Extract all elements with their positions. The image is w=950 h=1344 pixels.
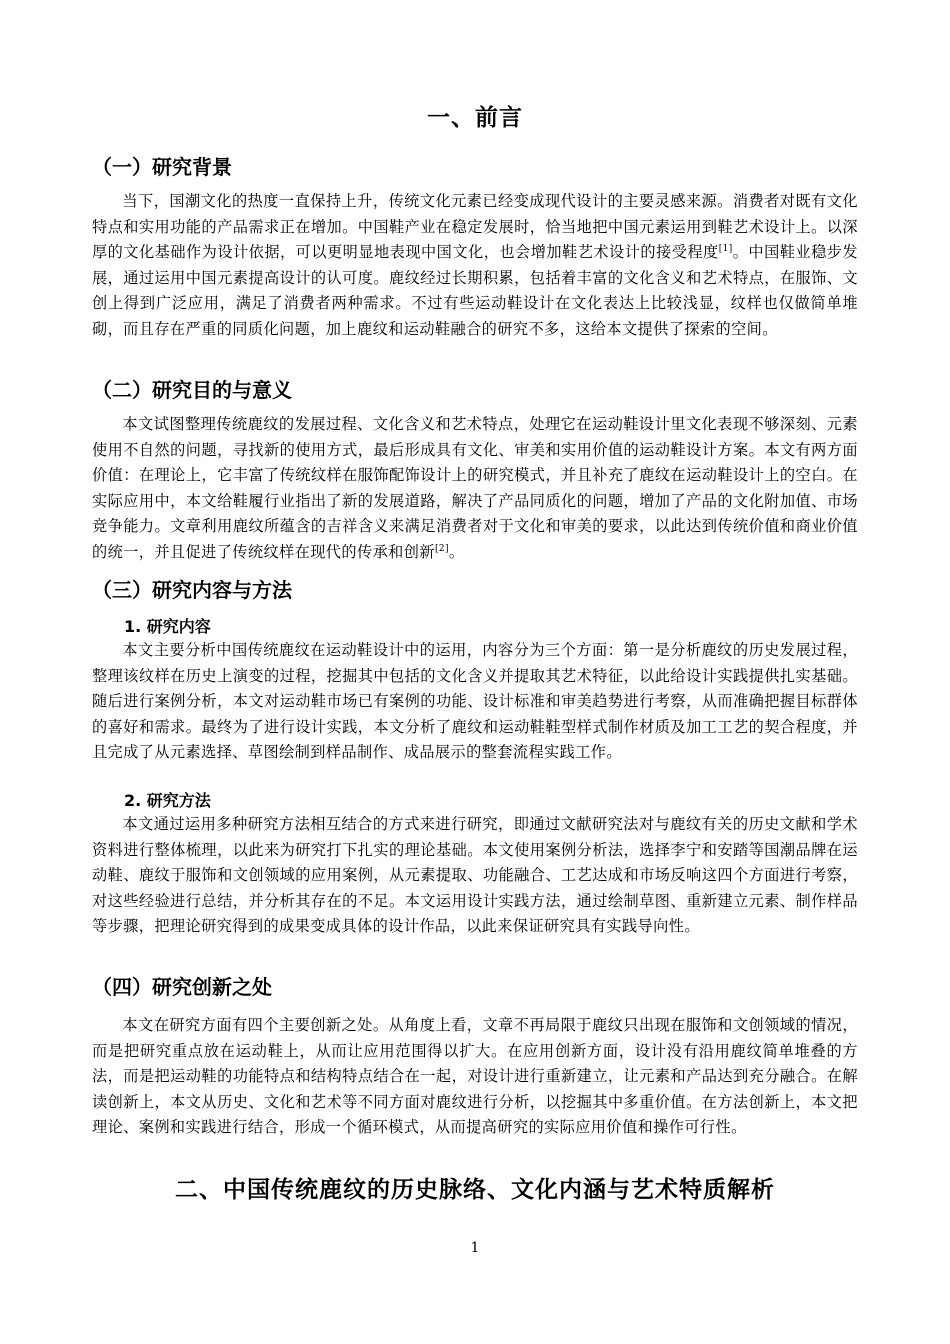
paragraph-text: 。 [448,542,465,561]
heading-research-purpose: （二）研究目的与意义 [92,378,292,402]
paragraph-research-background [92,189,858,343]
heading-research-content-method: （三）研究内容与方法 [92,578,292,602]
paragraph-text: 当下，国潮文化的热度一直保持上升，传统文化元素已经变成现代设计的主要灵感来源。消费者对既有文化特点和实用功能的产品需求正在增加。中国鞋产业在稳定发展时，恰当地把中国元素运用到鞋艺术设计上。以深厚的文化基础作为设计依据，可以更明显地表现中国文化，也会增加鞋艺术设计的接受程度 [92,192,858,262]
paragraph-research-purpose [92,412,858,566]
page-number: 1 [470,1240,480,1256]
subheading-research-content: 1. 研究内容 [124,617,211,636]
section-title-preface: 一、前言 [427,105,523,131]
subheading-research-method: 2. 研究方法 [124,791,211,810]
paragraph-text: 本文试图整理传统鹿纹的发展过程、文化含义和艺术特点，处理它在运动鞋设计里文化表现不够深刻、元素使用不自然的问题，寻找新的使用方式，最后形成具有文化、审美和实用价值的运动鞋设计方案。本文有两方面价值：在理论上，它丰富了传统纹样在服饰配饰设计上的研究模式，并且补充了鹿纹在运动鞋设计上的空白。在实际应用中，本文给鞋履行业指出了新的发展道路，解决了产品同质化的问题，增加了产品的文化附加值、市场竞争能力。文章利用鹿纹所蕴含的吉祥含义来满足消费者对于文化和审美的要求，以此达到传统价值和商业价值的统一，并且促进了传统纹样在现代的传承和创新 [92,415,858,561]
section-title-deer-pattern: 二、中国传统鹿纹的历史脉络、文化内涵与艺术特质解析 [175,1177,775,1203]
paragraph-research-content: 本文主要分析中国传统鹿纹在运动鞋设计中的运用，内容分为三个方面：第一是分析鹿纹的历史发展过程，整理该纹样在历史上演变的过程，挖掘其中包括的文化含义并提取其艺术特征，以此给设计实践提供扎实基础。随后进行案例分析，本文对运动鞋市场已有案例的功能、设计标准和审美趋势进行考察，从而准确把握目标群体的喜好和需求。最终为了进行设计实践，本文分析了鹿纹和运动鞋鞋型样式制作材质及加工工艺的契合程度，并且完成了从元素选择、草图绘制到样品制作、成品展示的整套流程实践工作。 [92,641,858,762]
heading-innovation: （四）研究创新之处 [92,975,272,999]
heading-research-background: （一）研究背景 [92,155,232,179]
paragraph-research-method: 本文通过运用多种研究方法相互结合的方式来进行研究，即通过文献研究法对与鹿纹有关的历史文献和学术资料进行整体梳理，以此来为研究打下扎实的理论基础。本文使用案例分析法，选择李宁和安踏等国潮品牌在运动鞋、鹿纹于服饰和文创领域的应用案例，从元素提取、功能融合、工艺达成和市场反响这四个方面进行考察，对这些经验进行总结，并分析其存在的不足。本文运用设计实践方法，通过绘制草图、重新建立元素、制作样品等步骤，把理论研究得到的成果变成具体的设计作品，以此来保证研究具有实践导向性。 [92,815,858,936]
paragraph-innovation: 本文在研究方面有四个主要创新之处。从角度上看，文章不再局限于鹿纹只出现在服饰和文创领域的情况，而是把研究重点放在运动鞋上，从而让应用范围得以扩大。在应用创新方面，设计没有沿用鹿纹简单堆叠的方法，而是把运动鞋的功能特点和结构特点结合在一起，对设计进行重新建立，让元素和产品达到充分融合。在解读创新上，本文从历史、文化和艺术等不同方面对鹿纹进行分析，以挖掘其中多重价值。在方法创新上，本文把理论、案例和实践进行结合，形成一个循环模式，从而提高研究的实际应用价值和操作可行性。 [92,1016,858,1137]
citation-2: [2] [434,543,449,554]
citation-1: [1] [718,244,733,255]
paragraph-text: 。中国鞋业稳步发展，通过运用中国元素提高设计的认可度。鹿纹经过长期积累，包括着丰富的文化含义和艺术特点，在服饰、文创上得到广泛应用，满足了消费者两种需求。不过有些运动鞋设计在文化表达上比较浅显，纹样也仅做简单堆砌，而且存在严重的同质化问题，加上鹿纹和运动鞋融合的研究不多，这给本文提供了探索的空间。 [92,243,858,338]
